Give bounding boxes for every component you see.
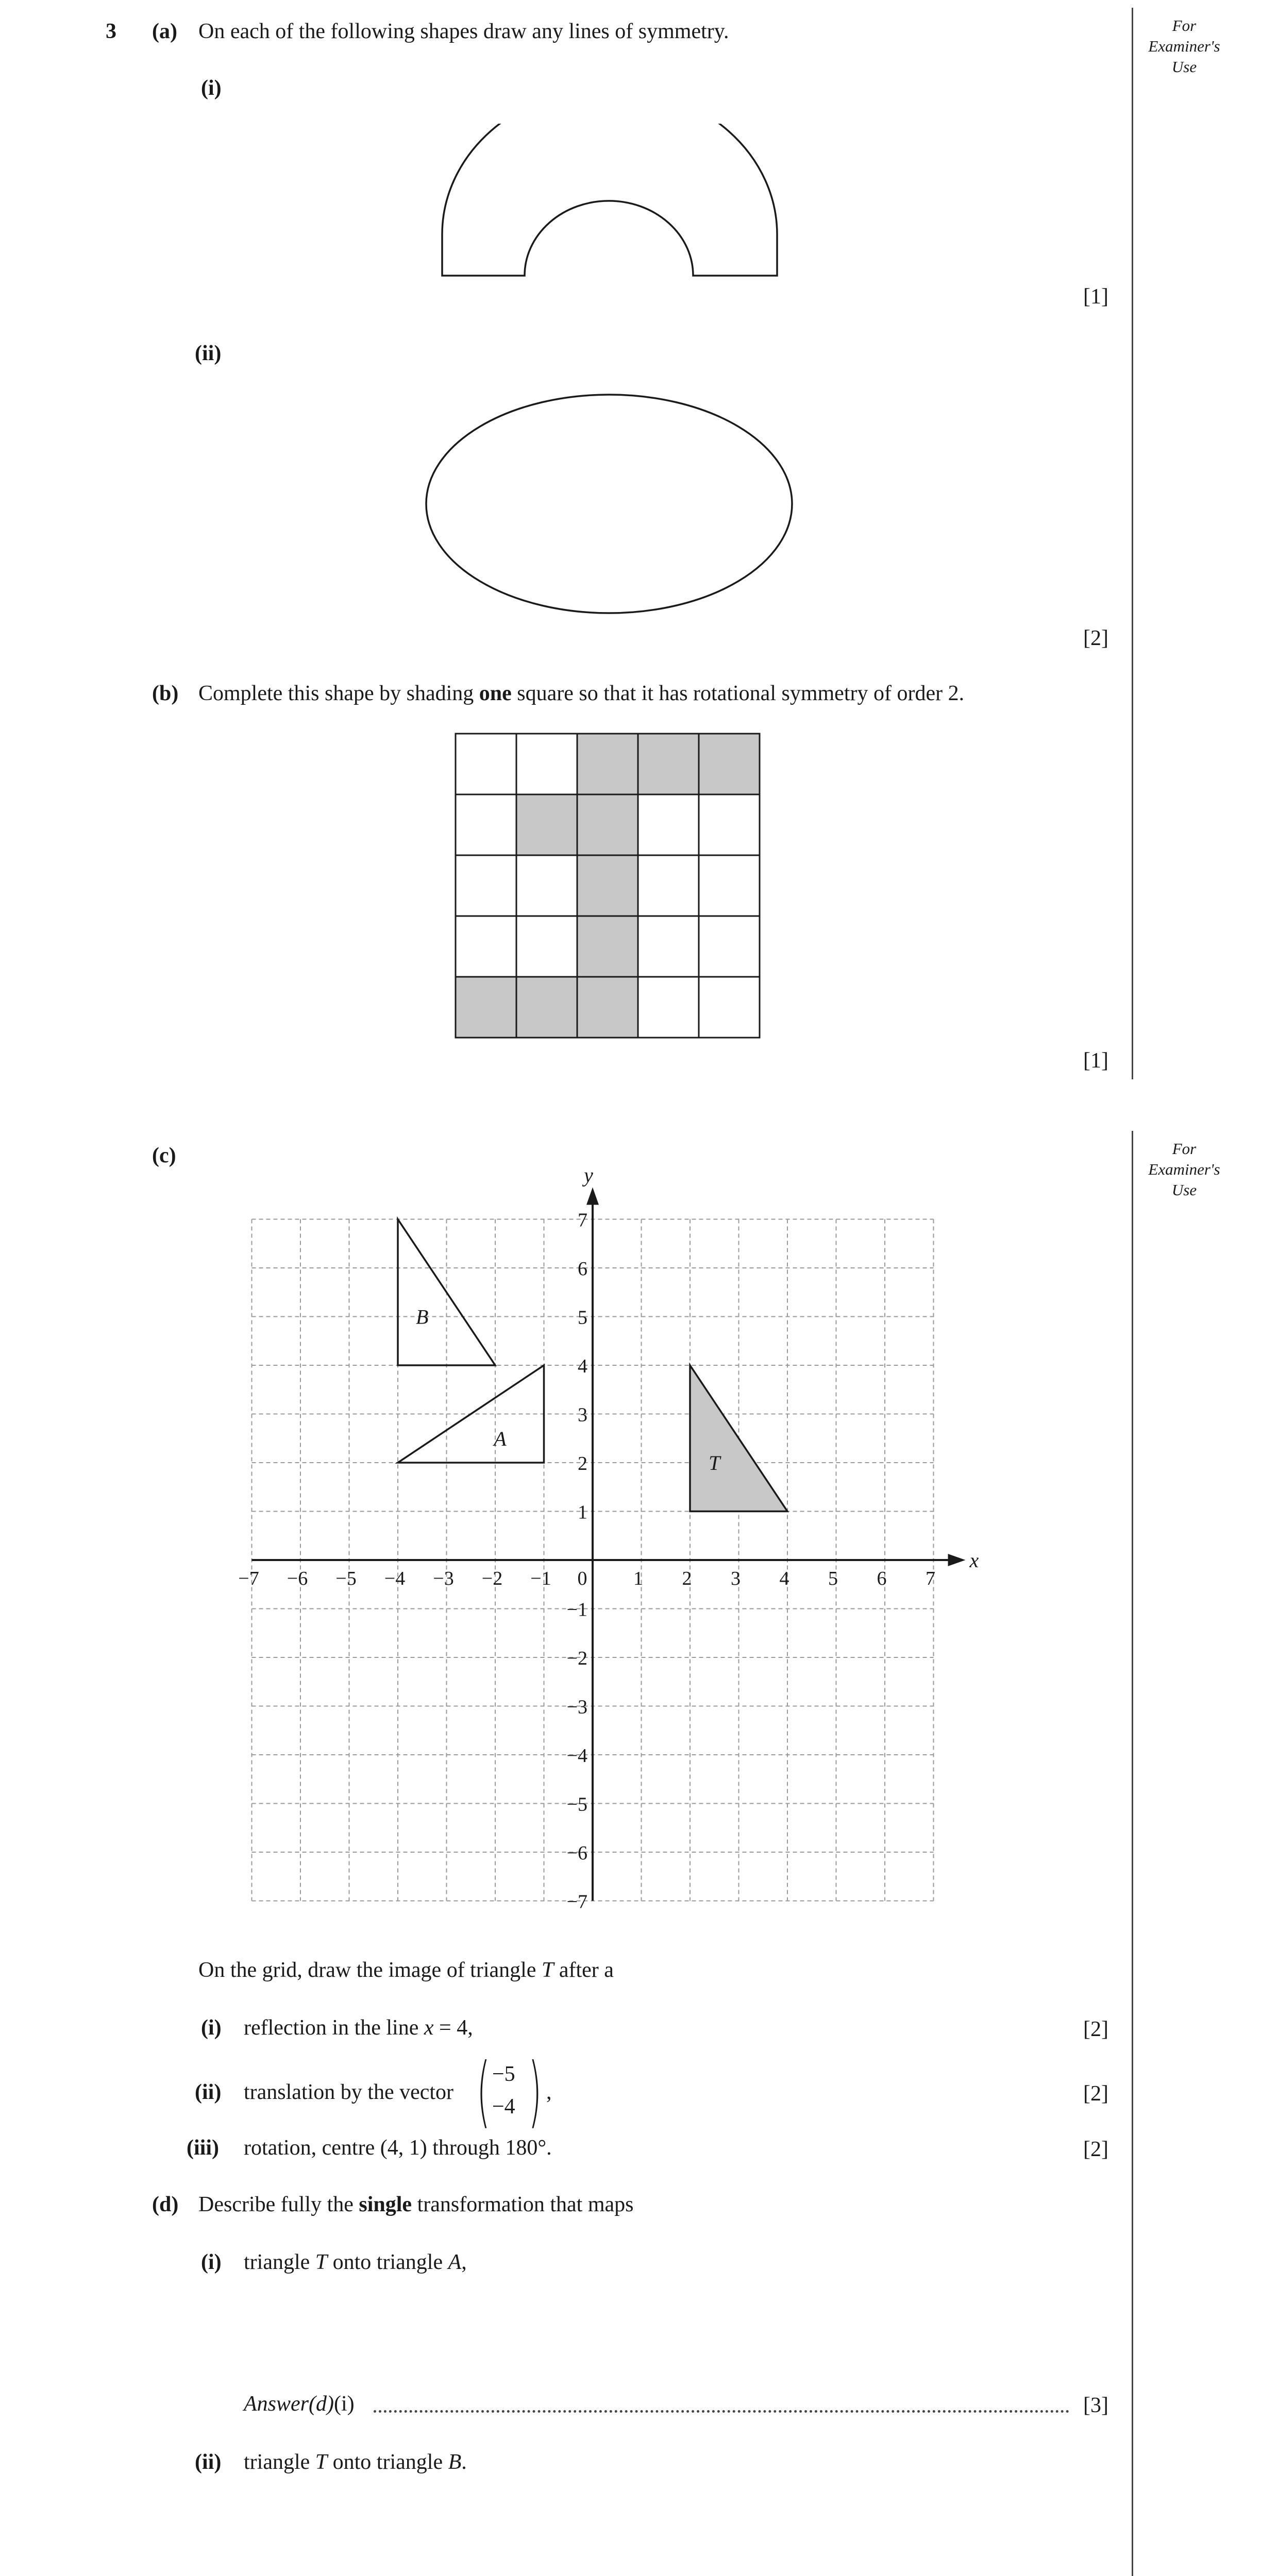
triangle-label-A: A [494,1427,507,1450]
y-tick-label: 7 [578,1209,587,1231]
part-b-text-start: Complete this shape by shading [198,682,479,705]
margin-word: For [1172,16,1197,35]
grid-cell-empty[interactable] [456,916,516,977]
margin-word: For [1172,1140,1197,1158]
part-c-iii-label: (iii) [187,2136,219,2160]
x-tick-label: −4 [384,1568,406,1589]
grid-cell-empty[interactable] [456,855,516,916]
x-tick-label: 4 [779,1568,789,1589]
part-d-text-end: transformation that maps [412,2193,634,2216]
grid-cell-empty[interactable] [699,794,760,855]
part-c-ii-text: translation by the vector [244,2080,454,2104]
x-axis-arrow [948,1554,966,1566]
part-c-instruction [198,1959,614,1981]
grid-cell-shaded[interactable] [577,734,638,794]
question-number: 3 [106,20,116,43]
margin-word: Use [1171,1181,1197,1199]
x-tick-label: 5 [828,1568,838,1589]
part-d-i-var1: T [315,2250,328,2274]
part-d-i-text-mid: onto triangle [327,2250,448,2274]
grid-cell-shaded[interactable] [577,977,638,1038]
grid-cell-empty[interactable] [638,916,699,977]
grid-cell-shaded[interactable] [516,794,577,855]
x-tick-label: −1 [530,1568,551,1589]
part-c-i-label: (i) [201,2016,222,2040]
grid-cell-shaded[interactable] [577,855,638,916]
part-d-ii-var1: T [315,2450,328,2474]
part-d-ii-var2: B [448,2450,462,2474]
vector-right-paren: ) [528,2047,542,2137]
x-tick-label: −7 [238,1568,259,1589]
part-d-ii-text-mid: onto triangle [327,2450,448,2474]
grid-cell-empty[interactable] [638,977,699,1038]
x-tick-label: 2 [682,1568,692,1589]
part-d-label: (d) [152,2193,179,2216]
part-a-i-label: (i) [201,76,222,100]
y-tick-label: −1 [566,1599,587,1621]
part-d-ii-label: (ii) [195,2450,222,2474]
y-tick-label: 3 [578,1404,587,1426]
x-tick-label: 6 [877,1568,887,1589]
grid-cell-empty[interactable] [699,977,760,1038]
grid-cell-shaded[interactable] [638,734,699,794]
part-d-i-var2: A [448,2250,462,2274]
x-tick-label: 0 [577,1568,587,1589]
grid-cell-empty[interactable] [516,855,577,916]
part-c-iii-text: rotation, centre (4, 1) through 180°. [244,2136,552,2160]
x-tick-label: −5 [335,1568,357,1589]
y-tick-label: 6 [578,1258,587,1280]
part-c-i-text [244,2017,473,2039]
grid-cell-shaded[interactable] [516,977,577,1038]
grid-cell-empty[interactable] [699,916,760,977]
vector-bottom: −4 [492,2095,515,2119]
part-a-ii-label: (ii) [195,342,222,365]
answer-d-i-plain: (i) [333,2392,355,2416]
part-c-i-var: x [424,2016,434,2040]
x-tick-label: −2 [481,1568,503,1589]
examiner-margin-line-bottom [1132,1131,1133,2576]
part-a-ii-marks: [2] [1083,626,1108,650]
part-d-i-label: (i) [201,2250,222,2274]
y-tick-label: −2 [566,1648,587,1669]
grid-cell-empty[interactable] [638,855,699,916]
part-d-text-start: Describe fully the [198,2193,359,2216]
triangle-label-T: T [709,1451,720,1475]
vector-comma: , [546,2080,552,2104]
triangle-label-B: B [416,1305,429,1329]
part-c-ii-marks: [2] [1083,2082,1108,2106]
margin-word: Use [1171,58,1197,76]
arch-shape [438,124,788,283]
y-tick-label: −4 [566,1745,587,1767]
x-tick-label: −3 [433,1568,454,1589]
coordinate-grid[interactable] [227,1159,1000,1922]
part-c-iii-marks: [2] [1083,2138,1108,2161]
grid-cell-shaded[interactable] [577,794,638,855]
grid-cell-empty[interactable] [638,794,699,855]
x-axis-label: x [969,1549,979,1572]
grid-cell-shaded[interactable] [699,734,760,794]
part-b-label: (b) [152,682,179,705]
y-tick-label: −5 [566,1793,587,1816]
part-b-marks: [1] [1083,1049,1108,1073]
part-b-text [198,683,964,704]
y-tick-label: 1 [578,1501,587,1523]
part-c-i-marks: [2] [1083,2018,1108,2041]
x-tick-label: 7 [926,1568,935,1589]
part-a-label: (a) [152,20,177,43]
margin-word: Examiner's [1148,37,1220,55]
ellipse-outline [426,395,792,613]
y-tick-label: 5 [578,1307,587,1329]
examiner-use-note-bottom [1128,1139,1241,1200]
arch-outline [442,124,777,276]
part-d-text-bold: single [359,2193,412,2216]
part-d-i-text [244,2251,467,2273]
part-c-instruction-start: On the grid, draw the image of triangle [198,1958,542,1982]
grid-cell-shaded[interactable] [456,977,516,1038]
vector-left-paren: ( [477,2047,491,2137]
grid-cell-empty[interactable] [516,916,577,977]
part-c-label: (c) [152,1144,176,1167]
margin-word: Examiner's [1148,1160,1220,1178]
part-d-ii-text-end: . [461,2450,467,2474]
y-tick-label: 2 [578,1453,587,1475]
y-tick-label: 4 [578,1355,587,1377]
part-b-text-end: square so that it has rotational symmetry of order 2. [511,682,965,705]
y-axis-label: y [584,1163,593,1187]
y-tick-label: −6 [566,1842,587,1864]
part-d-ii-text [244,2451,467,2473]
part-a-text: On each of the following shapes draw any lines of symmetry. [198,20,729,43]
part-c-i-text-end: = 4, [433,2016,473,2040]
grid-cell-empty[interactable] [699,855,760,916]
part-c-instruction-end: after a [553,1958,614,1982]
answer-d-i-italic: Answer(d) [244,2392,334,2416]
examiner-use-note-top [1128,15,1241,77]
y-tick-label: −3 [566,1696,587,1718]
part-c-ii-label: (ii) [195,2080,222,2104]
grid-cell-shaded[interactable] [577,916,638,977]
part-d-i-marks: [3] [1083,2394,1108,2417]
grid-cell-empty[interactable] [456,794,516,855]
part-c-i-text-start: reflection in the line [244,2016,424,2040]
part-b-text-bold: one [479,682,512,705]
x-tick-label: 3 [731,1568,741,1589]
part-d-i-text-end: , [461,2250,467,2274]
part-a-i-marks: [1] [1083,285,1108,309]
vector-top: −5 [492,2062,515,2086]
x-tick-label: 1 [633,1568,643,1589]
x-tick-label: −6 [287,1568,308,1589]
grid-cell-empty[interactable] [516,734,577,794]
ellipse-shape [417,386,799,623]
examiner-margin-line-top [1132,8,1133,1079]
y-axis-arrow [586,1188,599,1205]
part-d-ii-text-start: triangle [244,2450,315,2474]
shading-grid[interactable] [453,732,763,1041]
part-d-i-text-start: triangle [244,2250,315,2274]
answer-d-i-line[interactable] [374,2410,1069,2413]
grid-cell-empty[interactable] [456,734,516,794]
y-tick-label: −7 [566,1891,587,1913]
answer-d-i-label [244,2393,355,2415]
part-d-text [198,2194,633,2215]
part-c-instruction-var: T [541,1958,554,1982]
